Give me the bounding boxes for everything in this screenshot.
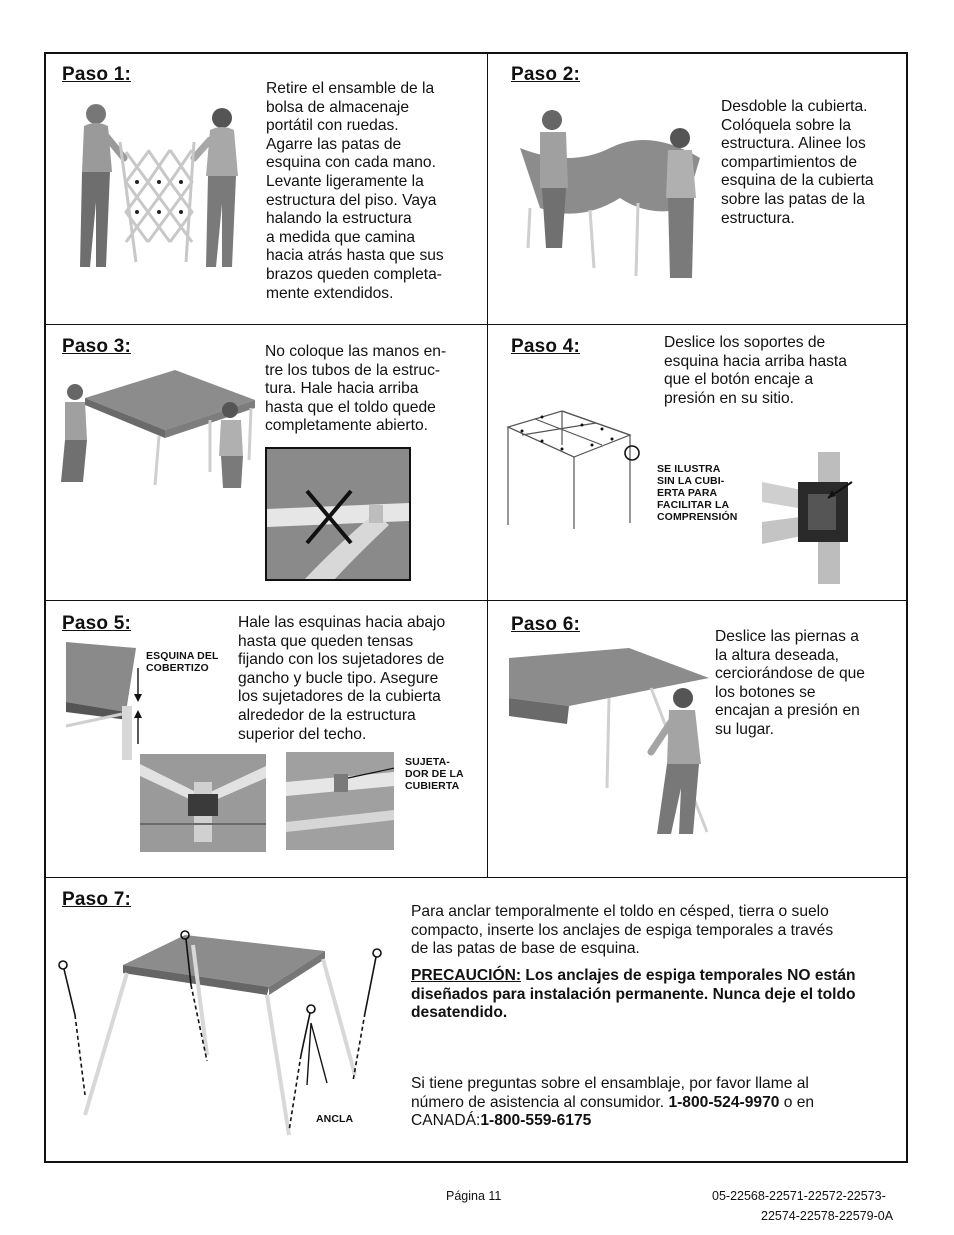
step-2-heading: Paso 2: bbox=[511, 64, 580, 85]
step-3-text: No coloque las manos en- tre los tubos de la estruc- tura. Hale hacia arriba hasta que el toldo quede completamente abierto. bbox=[265, 343, 447, 435]
phone-canada: 1-800-559-6175 bbox=[480, 1112, 592, 1130]
step-4-text: Deslice los soportes de esquina hacia arriba hasta que el botón encaje a presión en su sitio. bbox=[664, 334, 847, 407]
page-number: Página 11 bbox=[446, 1189, 502, 1203]
column-divider-upper bbox=[487, 53, 488, 877]
step-7-text: Para anclar temporalmente el toldo en césped, tierra o suelo compacto, inserte los anclajes de espiga temporales a través de las patas de base de esquina. bbox=[411, 903, 834, 958]
step-5-corner-illustration bbox=[66, 642, 146, 760]
step-5-text: Hale las esquinas hacia abajo hasta que queden tensas fijando con los sujetadores de gancho y bucle tipo. Asegure los sujetadores de la cubierta alrededor de la estructura superior del techo. bbox=[238, 614, 446, 743]
step-7-illustration bbox=[55, 925, 385, 1140]
step-5-strap-closeup bbox=[140, 754, 266, 852]
anchor-label: ANCLA bbox=[316, 1113, 354, 1125]
step-2-text: Desdoble la cubierta. Colóquela sobre la estructura. Alinee los compartimientos de esquina de la cubierta sobre las patas de la estructura. bbox=[721, 98, 874, 227]
step-6-heading: Paso 6: bbox=[511, 614, 580, 635]
product-code-line-2: 22574-22578-22579-0A bbox=[761, 1209, 894, 1223]
row-divider-3 bbox=[45, 877, 907, 878]
step-4-frame-illustration bbox=[502, 405, 642, 530]
step-2-illustration bbox=[510, 98, 710, 283]
contact-mid: o en CANADÁ: bbox=[411, 1093, 815, 1130]
step-7-contact bbox=[411, 1075, 814, 1131]
row-divider-2 bbox=[45, 600, 907, 601]
warning-hands-illustration bbox=[265, 447, 411, 581]
product-code-line-1: 05-22568-22571-22572-22573- bbox=[712, 1189, 886, 1203]
caution-text: Los anclajes de espiga temporales NO están diseñados para instalación permanente. Nunca deje el toldo desatendido. bbox=[411, 967, 856, 1022]
phone-us: 1-800-524-9970 bbox=[668, 1093, 780, 1111]
row-divider-1 bbox=[45, 324, 907, 325]
caution-label: PRECAUCIÓN: bbox=[411, 967, 522, 984]
step-3-heading: Paso 3: bbox=[62, 336, 131, 357]
step-6-illustration bbox=[509, 648, 714, 838]
step-5-heading: Paso 5: bbox=[62, 613, 131, 634]
step-5-fastener-closeup bbox=[286, 752, 394, 850]
contact-text: Si tiene preguntas sobre el ensamblaje, por favor llame al número de asistencia al consumidor. bbox=[411, 1075, 809, 1111]
step-1-illustration bbox=[62, 92, 258, 272]
step-4-illustration-note: SE ILUSTRA SIN LA CUBI- ERTA PARA FACILITAR LA COMPRENSIÓN bbox=[657, 463, 738, 523]
step-6-text: Deslice las piernas a la altura deseada, cerciorándose de que los botones se encajan a presión en su lugar. bbox=[715, 628, 865, 738]
step-4-button-closeup bbox=[762, 452, 858, 584]
step-7-heading: Paso 7: bbox=[62, 889, 131, 910]
step-7-caution bbox=[411, 967, 856, 1023]
step-1-heading: Paso 1: bbox=[62, 64, 131, 85]
step-5-corner-label: ESQUINA DEL COBERTIZO bbox=[146, 650, 219, 674]
step-1-text: Retire el ensamble de la bolsa de almacenaje portátil con ruedas. Agarre las patas de esquina con cada mano. Levante ligeramente la estructura del piso. Vaya halando la estructura a medida que camina hacia atrás hasta que sus brazos queden completa- mente extendidos. bbox=[266, 80, 444, 302]
step-3-illustration bbox=[55, 360, 260, 490]
step-5-fastener-label: SUJETA- DOR DE LA CUBIERTA bbox=[405, 756, 464, 792]
step-4-heading: Paso 4: bbox=[511, 336, 580, 357]
